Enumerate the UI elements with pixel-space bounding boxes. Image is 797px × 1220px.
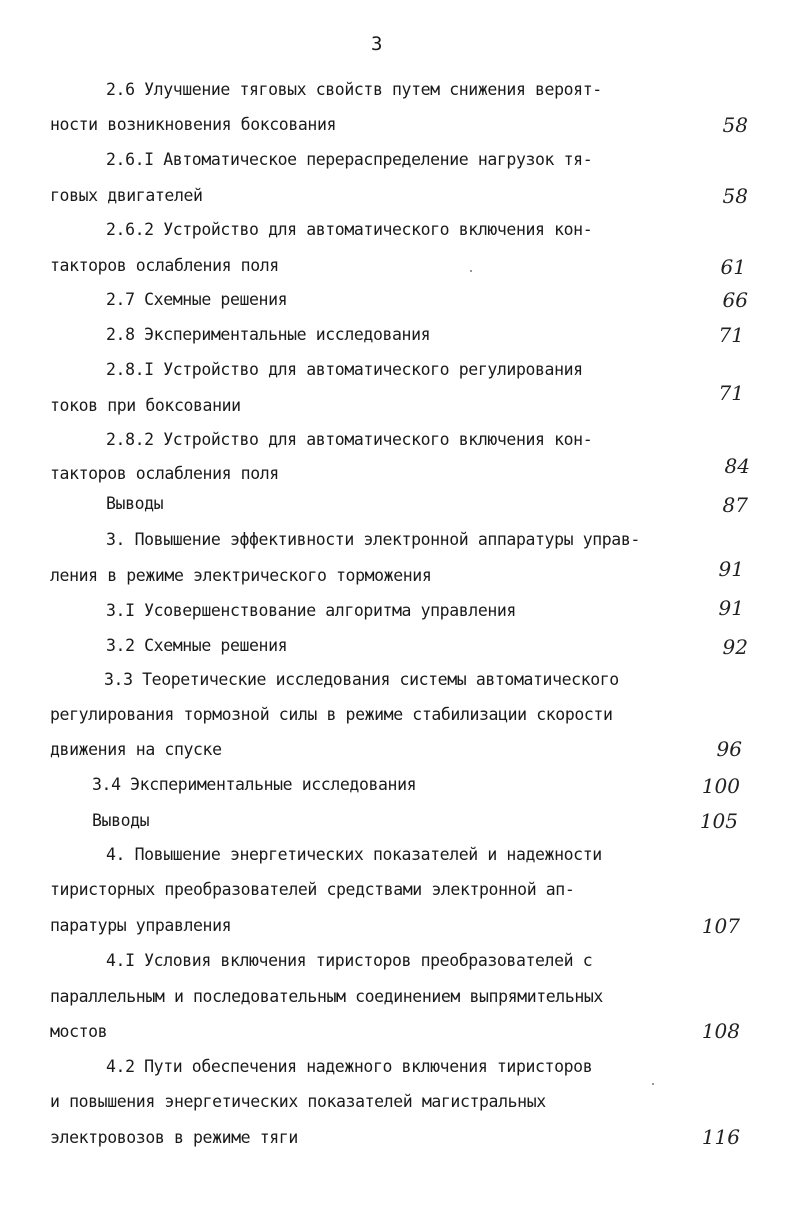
toc-entry-3-3-line-3: движения на спуске (50, 740, 222, 759)
page-number: 3 (371, 33, 383, 55)
scan-speck (470, 270, 472, 272)
toc-entry-3-1-line-1: 3.I Усовершенствование алгоритма управления (106, 601, 516, 620)
toc-entry-4-line-2: тиристорных преобразователей средствами электронной ап- (50, 880, 575, 899)
toc-entry-4-2-line-1: 4.2 Пути обеспечения надежного включения тиристоров (106, 1057, 593, 1076)
toc-entry-conclusions-1-page: 87 (722, 493, 748, 517)
toc-entry-2-7-page: 66 (722, 288, 748, 312)
toc-entry-conclusions-1-line-1: Выводы (106, 494, 164, 513)
toc-entry-2-8-2-line-1: 2.8.2 Устройство для автоматического включения кон- (106, 430, 593, 449)
toc-entry-conclusions-2-line-1: Выводы (92, 811, 150, 830)
toc-entry-4-line-1: 4. Повышение энергетических показателей и надежности (106, 845, 602, 864)
toc-entry-conclusions-2-page: 105 (699, 809, 738, 833)
toc-entry-2-6-1-line-2: говых двигателей (50, 186, 203, 205)
toc-entry-3-3-page: 96 (716, 737, 742, 761)
toc-entry-2-8-2-page: 84 (724, 454, 750, 478)
toc-entry-2-8-1-line-1: 2.8.I Устройство для автоматического регулирования (106, 360, 583, 379)
toc-entry-2-8-2-line-2: такторов ослабления поля (50, 464, 279, 483)
toc-entry-4-page: 107 (701, 914, 740, 938)
toc-entry-2-6-1-line-1: 2.6.I Автоматическое перераспределение нагрузок тя- (106, 150, 593, 169)
toc-entry-4-line-3: паратуры управления (50, 916, 232, 935)
toc-entry-4-2-page: 116 (701, 1125, 740, 1149)
toc-entry-2-8-1-line-2: токов при боксовании (50, 396, 241, 415)
toc-entry-4-2-line-2: и повышения энергетических показателей магистральных (50, 1092, 546, 1111)
toc-entry-3-4-line-1: 3.4 Экспериментальные исследования (92, 775, 417, 794)
toc-entry-3-3-line-1: 3.3 Теоретические исследования системы автоматического (104, 670, 619, 689)
toc-entry-2-8-page: 71 (718, 323, 744, 347)
toc-entry-3-line-1: 3. Повышение эффективности электронной аппаратуры управ- (106, 530, 640, 549)
toc-entry-2-6-line-2: ности возникновения боксования (50, 115, 337, 134)
toc-entry-3-1-page: 91 (718, 596, 744, 620)
toc-entry-4-1-line-1: 4.I Условия включения тиристоров преобразователей с (106, 951, 593, 970)
toc-entry-2-6-2-line-1: 2.6.2 Устройство для автоматического включения кон- (106, 220, 593, 239)
toc-entry-2-6-1-page: 58 (722, 184, 748, 208)
toc-entry-3-page: 91 (718, 557, 744, 581)
toc-entry-4-1-line-3: мостов (50, 1022, 108, 1041)
toc-entry-3-4-page: 100 (701, 774, 740, 798)
scan-speck (652, 1083, 654, 1085)
toc-entry-2-6-2-page: 61 (720, 255, 746, 279)
toc-entry-4-2-line-3: электровозов в режиме тяги (50, 1128, 298, 1147)
toc-entry-4-1-line-2: параллельным и последовательным соединением выпрямительных (50, 987, 603, 1006)
toc-entry-3-line-2: ления в режиме электрического торможения (50, 566, 432, 585)
toc-entry-2-6-line-1: 2.6 Улучшение тяговых свойств путем снижения вероят- (106, 80, 602, 99)
toc-entry-2-6-2-line-2: такторов ослабления поля (50, 256, 279, 275)
toc-entry-3-2-line-1: 3.2 Схемные решения (106, 636, 288, 655)
toc-entry-2-6-page: 58 (722, 113, 748, 137)
toc-entry-2-8-line-1: 2.8 Экспериментальные исследования (106, 325, 431, 344)
toc-entry-3-2-page: 92 (722, 635, 748, 659)
toc-entry-3-3-line-2: регулирования тормозной силы в режиме стабилизации скорости (50, 705, 613, 724)
toc-entry-2-7-line-1: 2.7 Схемные решения (106, 290, 288, 309)
toc-entry-2-8-1-page: 71 (718, 381, 744, 405)
toc-entry-4-1-page: 108 (701, 1019, 740, 1043)
